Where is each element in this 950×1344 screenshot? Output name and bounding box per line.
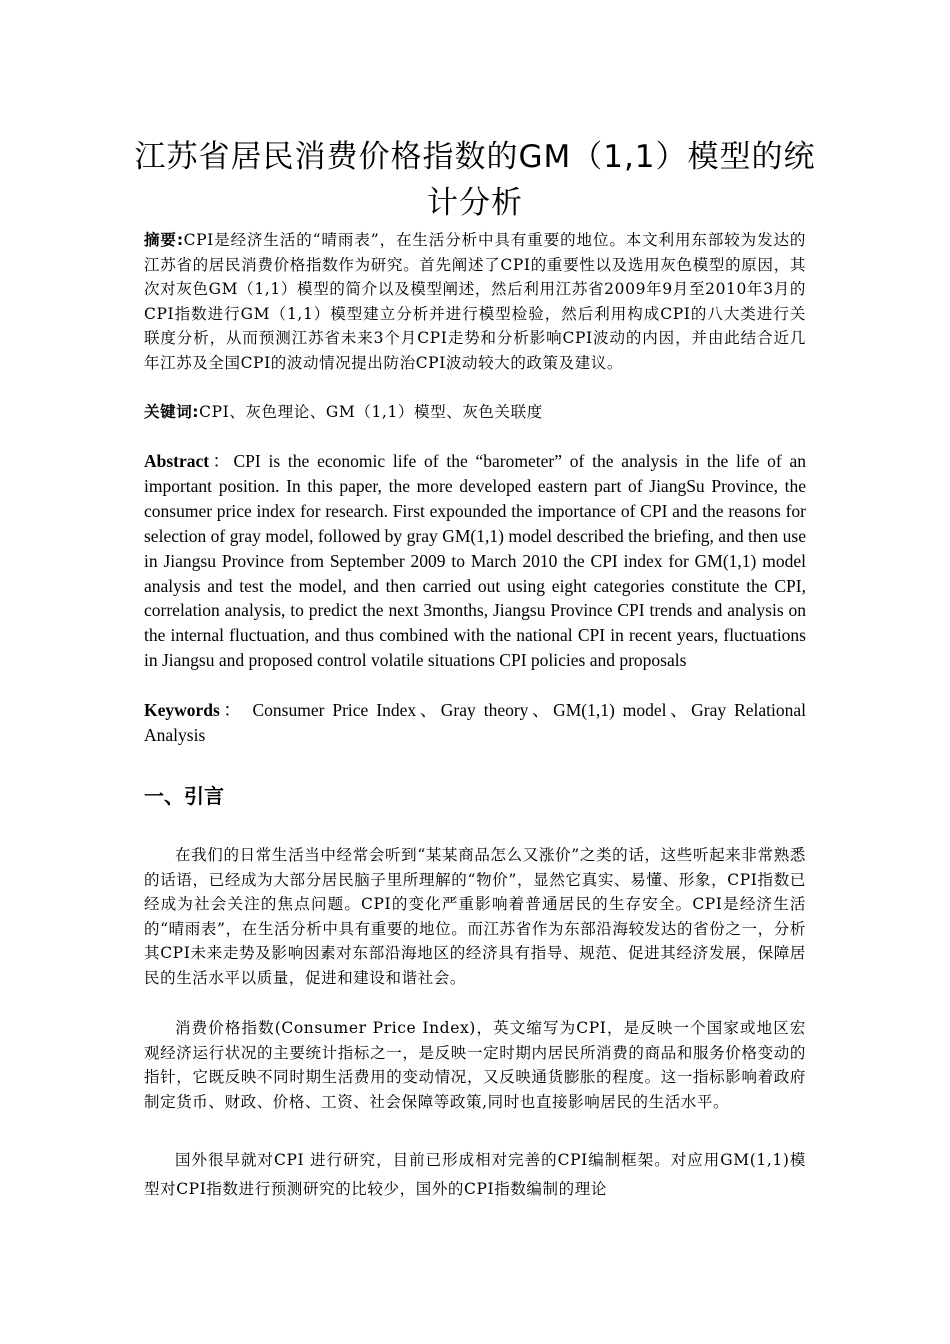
paper-title: 江苏省居民消费价格指数的GM（1,1）模型的统计分析 (134, 139, 816, 221)
abstract-text-en: CPI is the economic life of the “barometer” of the analysis in the life of an important position. In this paper, the more developed eastern part of JiangSu Province, the consumer price index for research. First expounded the importance of CPI and the reasons for selection of gray model, followed by gray GM(1,1) model described the briefing, and then use in Jiangsu Province from September 2009 to March 2010 the CPI index for GM(1,1) model analysis and test the model, and then carried out using eight categories constitute the CPI, correlation analysis, to predict the next 3months, Jiangsu Province CPI trends and analysis on the internal fluctuation, and thus combined with the national CPI in recent years, fluctuations in Jiangsu and proposed control volatile situations CPI policies and proposals (144, 451, 807, 671)
chinese-abstract (144, 228, 806, 376)
abstract-label-cn: 摘要: (144, 231, 184, 249)
abstract-text-cn: CPI是经济生活的“晴雨表”，在生活分析中具有重要的地位。本文利用东部较为发达的江苏省的居民消费价格指数作为研究。首先阐述了CPI的重要性以及选用灰色模型的原因，其次对灰色GM（1,1）模型的简介以及模型阐述，然后利用江苏省2009年9月至2010年3月的CPI指数进行GM（1,1）模型建立分析并进行模型检验，然后利用构成CPI的八大类进行关联度分析，从而预测江苏省未来3个月CPI走势和分析影响CPI波动的内因，并由此结合近几年江苏及全国CPI的波动情况提出防治CPI波动较大的政策及建议。 (144, 231, 807, 372)
keywords-text-cn: CPI、灰色理论、GM（1,1）模型、灰色关联度 (199, 403, 543, 421)
paragraph-1: 在我们的日常生活当中经常会听到“某某商品怎么又涨价”之类的话，这些听起来非常熟悉的话语，已经成为大部分居民脑子里所理解的“物价”，显然它真实、易懂、形象，CPI指数已经成为社会关注的焦点问题。CPI的变化严重影响着普通居民的生存安全。CPI是经济生活的“晴雨表”，在生活分析中具有重要的地位。而江苏省作为东部沿海较发达的省份之一，分析其CPI未来走势及影响因素对东部沿海地区的经济具有指导、规范、促进其经济发展，保障居民的生活水平以质量，促进和建设和谐社会。 (144, 846, 806, 987)
english-abstract (144, 449, 806, 673)
paragraph-2: 消费价格指数(Consumer Price Index)，英文缩写为CPI，是反映一个国家或地区宏观经济运行状况的主要统计指标之一，是反映一定时期内居民所消费的商品和服务价格变动的指针，它既反映不同时期生活费用的变动情况，又反映通货膨胀的程度。这一指标影响着政府制定货币、财政、价格、工资、社会保障等政策,同时也直接影响居民的生活水平。 (144, 1019, 806, 1111)
chinese-keywords (144, 400, 806, 425)
keywords-label-sep: ： (219, 700, 245, 720)
abstract-label-en: Abstract (144, 451, 210, 471)
section-heading: 一、引言 (144, 784, 224, 808)
paragraph-3: 国外很早就对CPI 进行研究，目前已形成相对完善的CPI编制框架。对应用GM(1,1)模型对CPI指数进行预测研究的比较少，国外的CPI指数编制的理论 (144, 1151, 806, 1198)
keywords-label-cn: 关键词: (144, 403, 200, 421)
abstract-label-sep: ： (209, 451, 234, 471)
keywords-label-en: Keywords (144, 700, 220, 720)
english-keywords (144, 698, 806, 748)
keywords-text-en: Consumer Price Index、Gray theory、GM(1,1) model、Gray Relational Analysis (144, 700, 807, 745)
